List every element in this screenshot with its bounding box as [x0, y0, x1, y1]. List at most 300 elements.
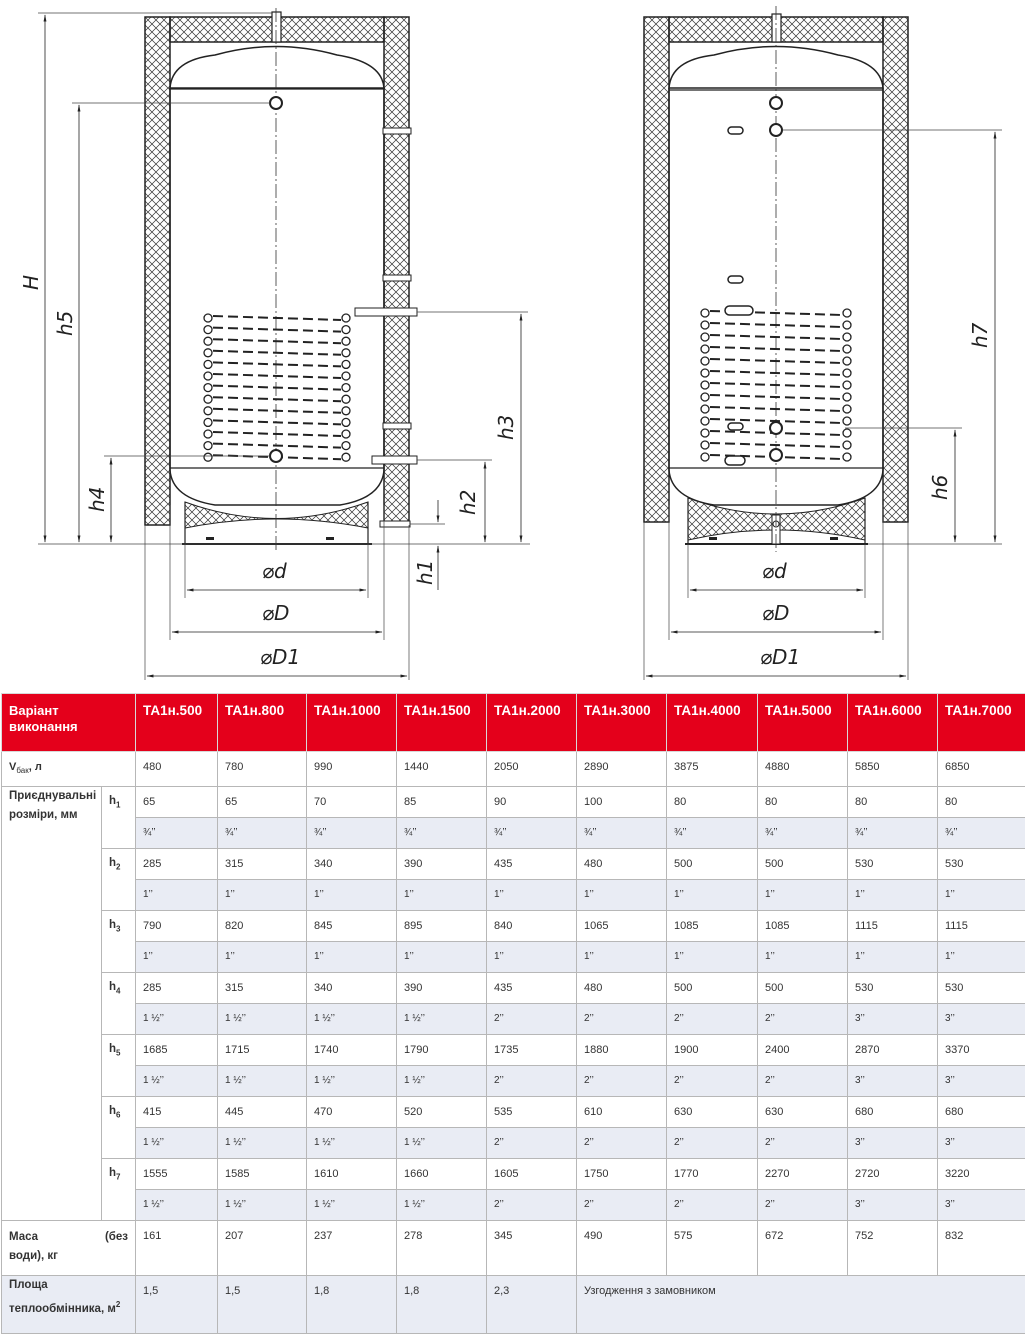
connection-height-value: 1750: [577, 1159, 667, 1190]
coil-pipe: [213, 409, 341, 413]
connection-height-value: 435: [487, 849, 577, 880]
coil-turn: [701, 441, 709, 449]
area-value: 1,5: [136, 1276, 218, 1334]
connection-thread-size: 1 ½’’: [218, 1128, 307, 1159]
connection-height-value: 2870: [848, 1035, 938, 1066]
coil-turn: [204, 442, 212, 450]
label-d: ⌀d: [262, 559, 287, 583]
height-symbol: h: [109, 1105, 116, 1117]
connection-height-value: 80: [667, 787, 758, 818]
connection-row-height: [2, 973, 1025, 1004]
volume-value: 2890: [577, 752, 667, 787]
connection-height-value: 85: [397, 787, 487, 818]
connection-thread-size: ¾’’: [136, 818, 218, 849]
coil-turn: [204, 314, 212, 322]
connection-thread-size: 1’’: [307, 880, 397, 911]
connection-height-value: 1880: [577, 1035, 667, 1066]
coil-turn: [843, 309, 851, 317]
volume-value: 2050: [487, 752, 577, 787]
coil-turn: [204, 453, 212, 461]
connection-height-value: 530: [848, 973, 938, 1004]
area-value: 2,3: [487, 1276, 577, 1334]
connection-thread-size: ¾’’: [667, 818, 758, 849]
connection-row-height: [2, 911, 1025, 942]
connection-thread-size: 1 ½’’: [307, 1066, 397, 1097]
connection-height-value: 535: [487, 1097, 577, 1128]
header-model: ТА1н.500: [136, 694, 218, 752]
coil-turn: [701, 381, 709, 389]
coil-turn: [204, 349, 212, 357]
coil-pipe: [213, 432, 341, 436]
coil-turn: [204, 395, 212, 403]
connection-thread-size: ¾’’: [307, 818, 397, 849]
connection-height-value: 445: [218, 1097, 307, 1128]
connection-thread-size: 1’’: [218, 942, 307, 973]
volume-row: [2, 752, 1025, 787]
connection-row-thread: [2, 1004, 1025, 1035]
label-h4: h4: [85, 487, 109, 512]
coil-turn: [342, 314, 350, 322]
connection-height-value: 415: [136, 1097, 218, 1128]
header-model: ТА1н.7000: [938, 694, 1025, 752]
connection-thread-size: 3’’: [938, 1004, 1025, 1035]
connection-height-value: 80: [758, 787, 848, 818]
coil-turn: [843, 453, 851, 461]
connection-thread-size: 1’’: [136, 942, 218, 973]
connection-height-value: 70: [307, 787, 397, 818]
connection-thread-size: ¾’’: [938, 818, 1025, 849]
header-model: ТА1н.800: [218, 694, 307, 752]
coil-turn: [204, 384, 212, 392]
connection-row-height: [2, 1035, 1025, 1066]
connection-thread-size: 1 ½’’: [397, 1128, 487, 1159]
connection-height-value: 100: [577, 787, 667, 818]
connection-row-height: [2, 1159, 1025, 1190]
connection-height-value: 1585: [218, 1159, 307, 1190]
label-d-right: ⌀d: [762, 559, 787, 583]
area-label-text: Площа теплообмінника, м: [9, 1279, 116, 1315]
coil-pipe: [213, 351, 341, 355]
connection-height-value: 90: [487, 787, 577, 818]
volume-label-unit: , л: [29, 761, 42, 773]
connection-height-value: 630: [667, 1097, 758, 1128]
volume-value: 990: [307, 752, 397, 787]
connection-thread-size: 1 ½’’: [397, 1004, 487, 1035]
coil-turn: [843, 441, 851, 449]
connection-height-value: 480: [577, 973, 667, 1004]
connection-height-value: 630: [758, 1097, 848, 1128]
connection-thread-size: 3’’: [848, 1004, 938, 1035]
coil-turn: [342, 395, 350, 403]
height-index: 2: [116, 862, 120, 871]
connection-thread-size: 1 ½’’: [397, 1190, 487, 1221]
volume-label: [2, 752, 136, 787]
right-insulation-left: [644, 17, 669, 522]
coil-turn: [701, 393, 709, 401]
label-h7: h7: [968, 322, 992, 348]
header-model: ТА1н.5000: [758, 694, 848, 752]
header-model: ТА1н.1000: [307, 694, 397, 752]
connection-height-value: 1555: [136, 1159, 218, 1190]
mass-value: 278: [397, 1221, 487, 1276]
connection-height-value: 285: [136, 849, 218, 880]
area-label-sup: 2: [116, 1300, 120, 1309]
connection-thread-size: 1 ½’’: [136, 1066, 218, 1097]
connection-height-value: 680: [848, 1097, 938, 1128]
mass-value: 752: [848, 1221, 938, 1276]
label-h3: h3: [494, 415, 518, 440]
connection-thread-size: 1’’: [397, 942, 487, 973]
coil-turn: [204, 337, 212, 345]
connection-height-label: [102, 911, 136, 973]
area-value: 1,8: [307, 1276, 397, 1334]
coil-turn: [843, 417, 851, 425]
coil-turn: [204, 430, 212, 438]
connection-height-value: 390: [397, 973, 487, 1004]
coil-turn: [204, 418, 212, 426]
connection-thread-size: 1’’: [848, 880, 938, 911]
connection-height-label: [102, 849, 136, 911]
area-value: 1,8: [397, 1276, 487, 1334]
connection-height-value: 65: [218, 787, 307, 818]
label-h2: h2: [456, 490, 480, 515]
connection-thread-size: 2’’: [577, 1004, 667, 1035]
coil-turn: [701, 429, 709, 437]
connection-height-value: 1790: [397, 1035, 487, 1066]
connection-row-thread: [2, 1190, 1025, 1221]
connection-thread-size: 1 ½’’: [136, 1128, 218, 1159]
connection-height-value: 65: [136, 787, 218, 818]
connection-height-value: 530: [938, 849, 1025, 880]
coil-turn: [342, 372, 350, 380]
coil-pipe: [213, 386, 341, 390]
height-symbol: h: [109, 795, 116, 807]
connection-thread-size: 3’’: [938, 1190, 1025, 1221]
connection-row-height: [2, 787, 1025, 818]
label-h1: h1: [413, 560, 437, 585]
heat-exchanger-area-row: [2, 1276, 1025, 1334]
coil-turn: [701, 345, 709, 353]
connection-thread-size: 2’’: [487, 1190, 577, 1221]
connection-row-thread: [2, 1128, 1025, 1159]
connection-thread-size: 2’’: [667, 1004, 758, 1035]
connection-thread-size: ¾’’: [848, 818, 938, 849]
connection-row-height: [2, 1097, 1025, 1128]
mass-label-part: (без: [105, 1228, 128, 1247]
connection-height-value: 530: [938, 973, 1025, 1004]
label-D: ⌀D: [262, 601, 289, 625]
coil-pipe: [213, 362, 341, 366]
area-merged-note: Узгодження з замовником: [577, 1276, 1025, 1334]
connection-thread-size: 1’’: [667, 880, 758, 911]
connection-height-value: 500: [758, 973, 848, 1004]
connection-thread-size: ¾’’: [487, 818, 577, 849]
height-symbol: h: [109, 1167, 116, 1179]
mass-value: 237: [307, 1221, 397, 1276]
connection-height-value: 315: [218, 973, 307, 1004]
height-index: 7: [116, 1172, 120, 1181]
connection-thread-size: 1 ½’’: [307, 1004, 397, 1035]
header-model: ТА1н.3000: [577, 694, 667, 752]
coil-turn: [843, 393, 851, 401]
coil-turn: [701, 309, 709, 317]
connection-thread-size: 1 ½’’: [307, 1190, 397, 1221]
connection-height-value: 1610: [307, 1159, 397, 1190]
volume-value: 780: [218, 752, 307, 787]
connection-thread-size: 1 ½’’: [218, 1066, 307, 1097]
coil-turn: [701, 417, 709, 425]
specifications-table: [1, 693, 1025, 1334]
connection-height-value: 1900: [667, 1035, 758, 1066]
coil-turn: [701, 453, 709, 461]
connection-thread-size: 1’’: [136, 880, 218, 911]
connection-height-value: 1770: [667, 1159, 758, 1190]
connection-height-value: 1735: [487, 1035, 577, 1066]
height-symbol: h: [109, 919, 116, 931]
connection-row-thread: [2, 880, 1025, 911]
coil-turn: [342, 430, 350, 438]
connection-thread-size: 1’’: [938, 880, 1025, 911]
connection-thread-size: 2’’: [577, 1066, 667, 1097]
mass-label-line1: [9, 1228, 128, 1247]
connection-height-value: 80: [848, 787, 938, 818]
volume-value: 6850: [938, 752, 1025, 787]
connection-height-value: 1115: [848, 911, 938, 942]
connection-thread-size: 2’’: [487, 1004, 577, 1035]
header-model: ТА1н.6000: [848, 694, 938, 752]
connection-height-value: 340: [307, 849, 397, 880]
connection-thread-size: 3’’: [848, 1066, 938, 1097]
coil-turn: [342, 337, 350, 345]
height-symbol: h: [109, 1043, 116, 1055]
connection-height-value: 2400: [758, 1035, 848, 1066]
volume-value: 4880: [758, 752, 848, 787]
area-value: 1,5: [218, 1276, 307, 1334]
mass-value: 161: [136, 1221, 218, 1276]
connection-height-value: 1740: [307, 1035, 397, 1066]
connection-row-thread: [2, 1066, 1025, 1097]
mass-value: 207: [218, 1221, 307, 1276]
connection-thread-size: ¾’’: [577, 818, 667, 849]
connection-thread-size: 1 ½’’: [218, 1190, 307, 1221]
connection-thread-size: 2’’: [577, 1128, 667, 1159]
connection-height-value: 2270: [758, 1159, 848, 1190]
connection-height-value: 845: [307, 911, 397, 942]
connection-thread-size: 2’’: [667, 1128, 758, 1159]
mass-value: 832: [938, 1221, 1025, 1276]
height-index: 5: [116, 1048, 120, 1057]
connection-thread-size: 3’’: [848, 1190, 938, 1221]
volume-label-main: V: [9, 761, 16, 773]
connection-thread-size: 1’’: [397, 880, 487, 911]
connection-thread-size: 1’’: [667, 942, 758, 973]
connection-thread-size: 1’’: [848, 942, 938, 973]
connection-thread-size: 2’’: [758, 1128, 848, 1159]
connection-thread-size: 3’’: [938, 1128, 1025, 1159]
connection-height-value: 1715: [218, 1035, 307, 1066]
connection-height-label: [102, 1035, 136, 1097]
left-heat-exchanger-coil: [204, 314, 350, 461]
right-tank-view: [644, 6, 1002, 680]
left-tank-view: [19, 8, 530, 680]
header-model: ТА1н.2000: [487, 694, 577, 752]
label-D-right: ⌀D: [762, 601, 789, 625]
area-label: [2, 1276, 136, 1334]
coil-turn: [342, 384, 350, 392]
coil-turn: [204, 407, 212, 415]
coil-turn: [204, 326, 212, 334]
height-symbol: h: [109, 981, 116, 993]
coil-pipe: [213, 316, 341, 320]
connection-height-value: 530: [848, 849, 938, 880]
connection-height-value: 470: [307, 1097, 397, 1128]
connection-height-value: 3220: [938, 1159, 1025, 1190]
coil-turn: [342, 418, 350, 426]
right-insulation-right: [883, 17, 908, 522]
connection-height-value: 680: [938, 1097, 1025, 1128]
label-h5: h5: [53, 311, 77, 336]
coil-turn: [204, 372, 212, 380]
connection-thread-size: 2’’: [487, 1128, 577, 1159]
connection-thread-size: 1’’: [487, 942, 577, 973]
coil-turn: [342, 326, 350, 334]
mass-value: 575: [667, 1221, 758, 1276]
height-index: 6: [116, 1110, 120, 1119]
connection-thread-size: 3’’: [938, 1066, 1025, 1097]
header-variant: Варіант виконання: [2, 694, 136, 752]
mass-label: [2, 1221, 136, 1276]
connection-thread-size: 1’’: [938, 942, 1025, 973]
connection-thread-size: 2’’: [667, 1066, 758, 1097]
connection-row-thread: [2, 942, 1025, 973]
coil-turn: [701, 405, 709, 413]
connection-height-value: 790: [136, 911, 218, 942]
coil-pipe: [213, 420, 341, 424]
connection-row-height: [2, 849, 1025, 880]
connection-height-label: [102, 787, 136, 849]
left-insulation-right: [384, 17, 409, 525]
coil-turn: [843, 369, 851, 377]
connection-height-value: 1605: [487, 1159, 577, 1190]
connection-thread-size: 1’’: [577, 880, 667, 911]
connection-height-value: 2720: [848, 1159, 938, 1190]
mass-value: 672: [758, 1221, 848, 1276]
connection-thread-size: 1’’: [758, 942, 848, 973]
coil-turn: [342, 360, 350, 368]
coil-turn: [701, 333, 709, 341]
volume-value: 3875: [667, 752, 758, 787]
coil-pipe: [213, 339, 341, 343]
connection-height-value: 1085: [758, 911, 848, 942]
connection-height-label: [102, 1097, 136, 1159]
coil-pipe: [213, 444, 341, 448]
volume-value: 5850: [848, 752, 938, 787]
connection-height-value: 435: [487, 973, 577, 1004]
coil-turn: [342, 407, 350, 415]
mass-value: 345: [487, 1221, 577, 1276]
label-D1-right: ⌀D1: [760, 645, 800, 669]
connection-thread-size: 2’’: [758, 1066, 848, 1097]
coil-turn: [342, 453, 350, 461]
connection-height-value: 500: [758, 849, 848, 880]
connection-height-value: 1660: [397, 1159, 487, 1190]
connection-height-value: 3370: [938, 1035, 1025, 1066]
mass-label-part: Маса: [9, 1228, 38, 1247]
height-index: 1: [116, 800, 120, 809]
connection-height-value: 80: [938, 787, 1025, 818]
coil-turn: [701, 357, 709, 365]
header-model: ТА1н.1500: [397, 694, 487, 752]
connection-height-value: 285: [136, 973, 218, 1004]
coil-turn: [701, 369, 709, 377]
connection-thread-size: ¾’’: [218, 818, 307, 849]
coil-pipe: [213, 328, 341, 332]
connection-thread-size: 1’’: [577, 942, 667, 973]
connection-thread-size: ¾’’: [758, 818, 848, 849]
connection-height-value: 500: [667, 849, 758, 880]
coil-turn: [843, 357, 851, 365]
connection-thread-size: 3’’: [848, 1128, 938, 1159]
volume-label-sub: бак: [16, 766, 28, 775]
connection-height-value: 1085: [667, 911, 758, 942]
connection-thread-size: 2’’: [758, 1004, 848, 1035]
connections-label: Приєднувальні розміри, мм: [2, 787, 102, 1221]
connection-height-value: 1685: [136, 1035, 218, 1066]
connection-height-value: 1115: [938, 911, 1025, 942]
coil-pipe: [213, 397, 341, 401]
coil-turn: [342, 349, 350, 357]
mass-row: [2, 1221, 1025, 1276]
connection-height-value: 1065: [577, 911, 667, 942]
connection-thread-size: 1 ½’’: [218, 1004, 307, 1035]
connection-height-value: 390: [397, 849, 487, 880]
height-index: 4: [116, 986, 120, 995]
connection-row-thread: [2, 818, 1025, 849]
label-D1: ⌀D1: [260, 645, 300, 669]
header-model: ТА1н.4000: [667, 694, 758, 752]
connection-height-value: 520: [397, 1097, 487, 1128]
height-index: 3: [116, 924, 120, 933]
connection-height-value: 500: [667, 973, 758, 1004]
table-header-row: [2, 694, 1025, 752]
coil-turn: [843, 429, 851, 437]
connection-height-label: [102, 1159, 136, 1221]
mass-value: 490: [577, 1221, 667, 1276]
connection-height-value: 480: [577, 849, 667, 880]
coil-turn: [843, 405, 851, 413]
connection-thread-size: 1 ½’’: [136, 1004, 218, 1035]
mass-label-line2: води), кг: [9, 1247, 128, 1266]
connection-height-value: 895: [397, 911, 487, 942]
left-insulation-left: [145, 17, 170, 525]
coil-turn: [843, 345, 851, 353]
connection-height-value: 610: [577, 1097, 667, 1128]
coil-turn: [843, 381, 851, 389]
connection-height-value: 840: [487, 911, 577, 942]
connection-thread-size: ¾’’: [397, 818, 487, 849]
connection-height-value: 315: [218, 849, 307, 880]
label-h6: h6: [928, 475, 952, 500]
connection-height-value: 340: [307, 973, 397, 1004]
connection-thread-size: 1’’: [307, 942, 397, 973]
coil-turn: [843, 333, 851, 341]
coil-turn: [701, 321, 709, 329]
label-H: H: [19, 275, 43, 290]
coil-turn: [204, 360, 212, 368]
connection-thread-size: 1’’: [758, 880, 848, 911]
volume-value: 480: [136, 752, 218, 787]
connection-thread-size: 2’’: [758, 1190, 848, 1221]
